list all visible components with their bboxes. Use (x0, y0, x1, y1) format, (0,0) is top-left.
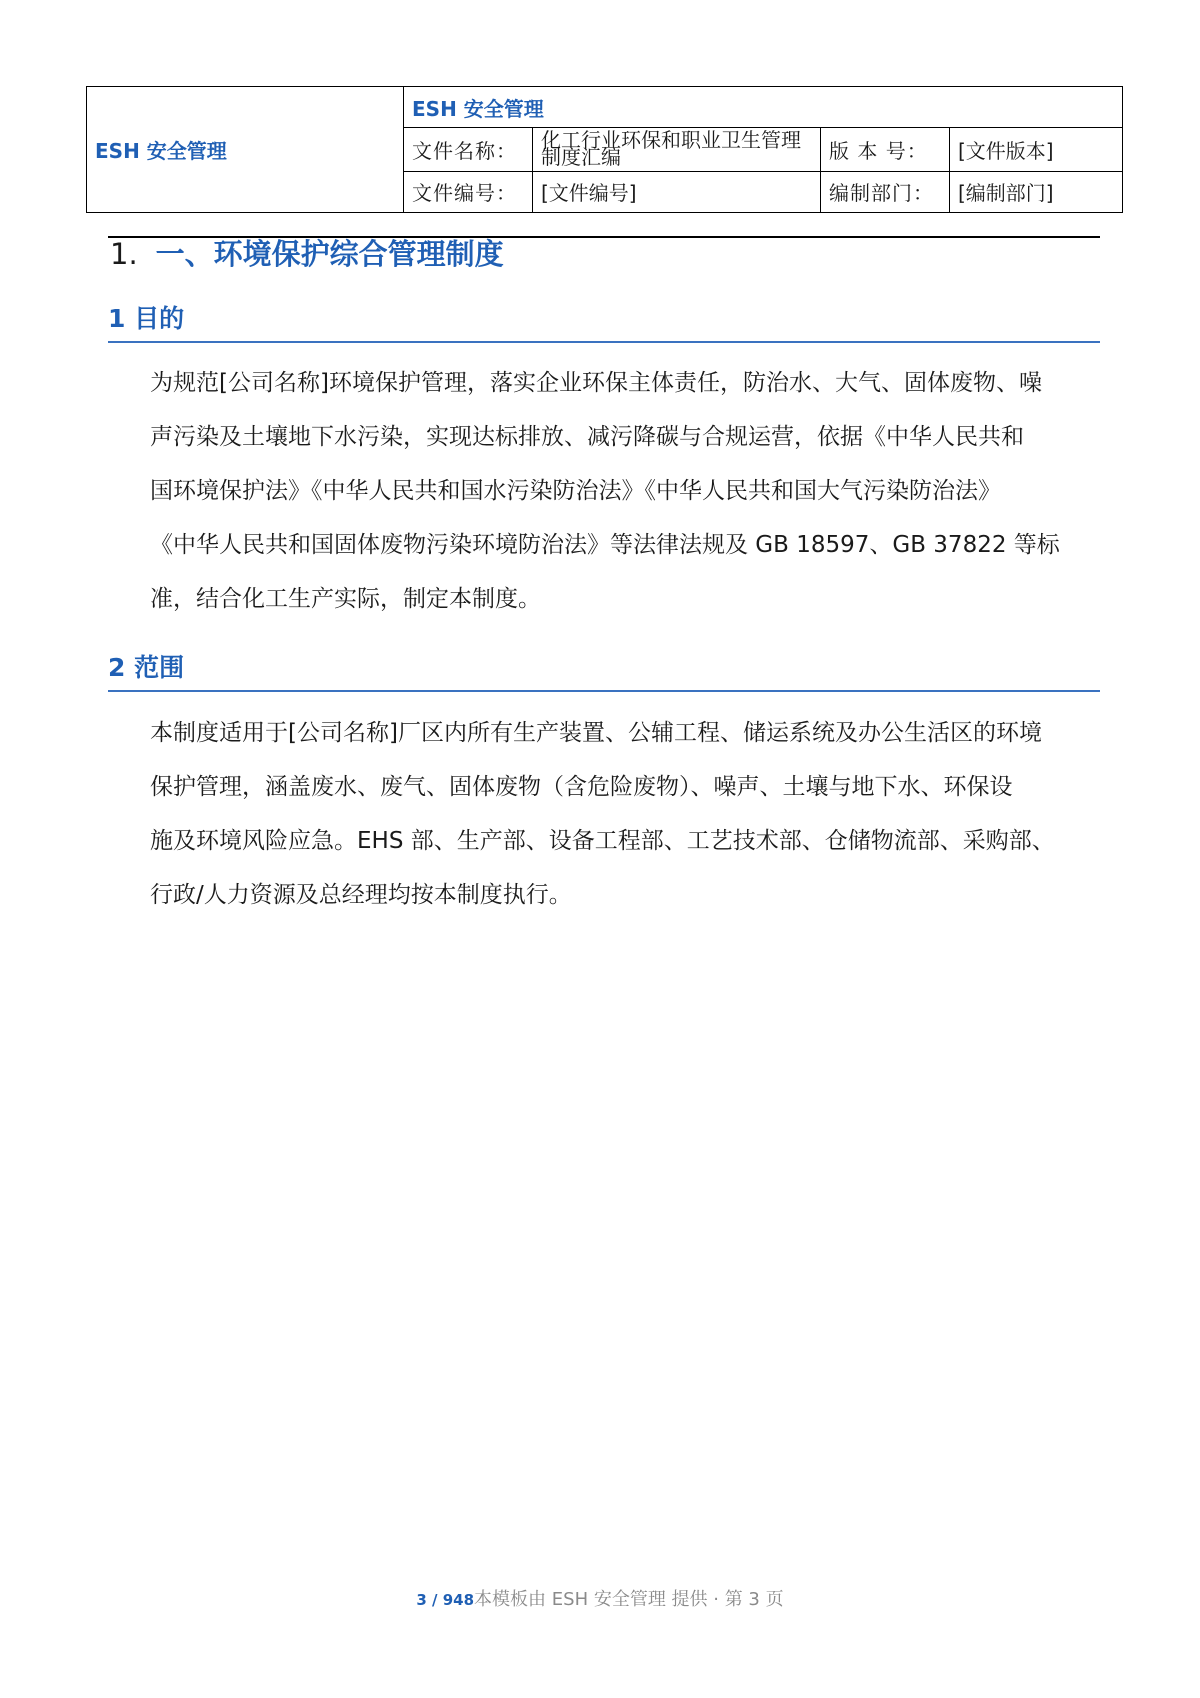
section-heading-scope: 2 范围 (108, 651, 1100, 692)
section-heading-purpose: 1 目的 (108, 302, 1100, 343)
purpose-paragraph (150, 356, 1100, 626)
paragraph-line: 《中华人民共和国固体废物污染环境防治法》等法律法规及 GB 18597、GB 37822 等标 (150, 532, 1060, 558)
dept-label: 编制部门： (821, 171, 950, 212)
footer-text: 本模板由 ESH 安全管理 提供 · 第 3 页 (474, 1589, 784, 1610)
chapter-title: 一、环境保护综合管理制度 (155, 237, 504, 271)
paragraph-line: 为规范[公司名称]环境保护管理，落实企业环保主体责任，防治水、大气、固体废物、噪 (150, 370, 1042, 396)
version-value: [文件版本] (950, 128, 1123, 171)
paragraph-line: 施及环境风险应急。EHS 部、生产部、设备工程部、工艺技术部、仓储物流部、采购部、 (150, 828, 1055, 854)
scope-paragraph (150, 706, 1100, 922)
file-no-label: 文件编号： (404, 171, 533, 212)
paragraph-line: 声污染及土壤地下水污染，实现达标排放、减污降碳与合规运营，依据《中华人民共和 (150, 424, 1024, 450)
file-name-value: 化工行业环保和职业卫生管理制度汇编 (533, 128, 821, 171)
paragraph-line: 行政/人力资源及总经理均按本制度执行。 (150, 882, 572, 908)
chapter-number: 1. (110, 237, 138, 271)
page-count: 3 / 948 (416, 1591, 475, 1609)
paragraph-line: 准，结合化工生产实际，制定本制度。 (150, 586, 541, 612)
page-footer (0, 1585, 1200, 1611)
paragraph-line: 本制度适用于[公司名称]厂区内所有生产装置、公辅工程、储运系统及办公生活区的环境 (150, 720, 1042, 746)
version-label: 版 本 号： (821, 128, 950, 171)
file-name-label: 文件名称： (404, 128, 533, 171)
paragraph-line: 国环境保护法》《中华人民共和国水污染防治法》《中华人民共和国大气污染防治法》 (150, 478, 1001, 504)
paragraph-line: 保护管理，涵盖废水、废气、固体废物（含危险废物）、噪声、土壤与地下水、环保设 (150, 774, 1013, 800)
document-header-table (86, 86, 1123, 213)
chapter-heading (110, 234, 504, 274)
header-top-title: ESH 安全管理 (404, 87, 1123, 128)
file-no-value: [文件编号] (533, 171, 821, 212)
dept-value: [编制部门] (950, 171, 1123, 212)
header-left-title: ESH 安全管理 (87, 87, 404, 213)
